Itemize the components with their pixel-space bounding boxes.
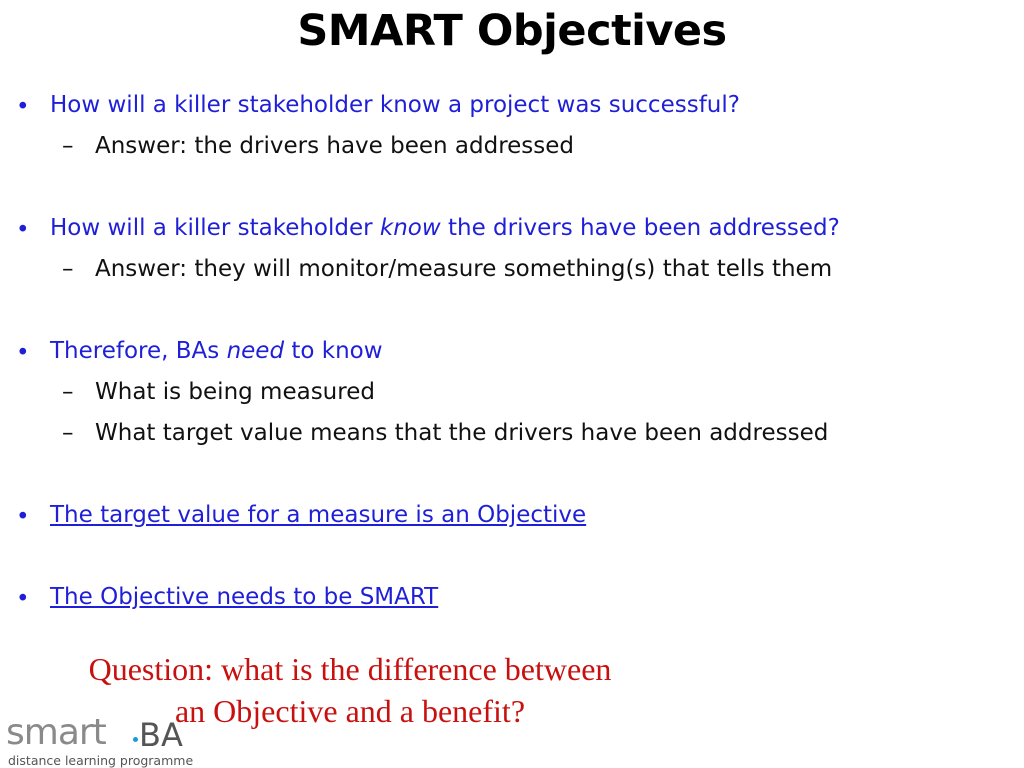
slide-title: SMART Objectives	[297, 6, 727, 56]
bullet-dot: •	[16, 340, 30, 366]
question-line-2: an Objective and a benefit?	[174, 693, 526, 729]
sub-text-3-2: What target value means that the drivers have been addressed	[95, 420, 829, 446]
logo-word: smart	[6, 712, 106, 753]
sub-text-3-1: What is being measured	[95, 379, 375, 405]
dash-marker: –	[62, 133, 74, 159]
smartba-logo	[6, 712, 206, 768]
logo-dot-icon	[133, 737, 138, 742]
logo-suffix: BA	[139, 716, 183, 754]
dash-marker: –	[62, 379, 74, 405]
bullet-text-3-a: Therefore, BAs	[50, 338, 227, 364]
bullet-text-2-a: How will a killer stakeholder	[50, 215, 380, 241]
bullet-dot: •	[16, 586, 30, 612]
bullet-text-2-c: the drivers have been addressed?	[440, 215, 840, 241]
bullet-text-3	[50, 338, 383, 364]
bullet-dot: •	[16, 217, 30, 243]
dash-marker: –	[62, 256, 74, 282]
bullet-text-2-emph: know	[379, 215, 441, 241]
question-line-1: Question: what is the difference between	[88, 651, 612, 687]
bullet-text-2	[50, 215, 840, 241]
sub-text-1-1: Answer: the drivers have been addressed	[95, 133, 575, 159]
objective-link[interactable]: The target value for a measure is an Objective	[50, 502, 587, 528]
sub-text-2-1: Answer: they will monitor/measure something(s) that tells them	[95, 256, 833, 282]
dash-marker: –	[62, 420, 74, 446]
logo-tagline: distance learning programme	[8, 753, 194, 768]
bullet-text-3-c: to know	[284, 338, 383, 364]
bullet-text-1: How will a killer stakeholder know a project was successful?	[50, 92, 740, 118]
smart-link[interactable]: The Objective needs to be SMART	[50, 584, 439, 610]
bullet-dot: •	[16, 94, 30, 120]
bullet-text-3-emph: need	[226, 338, 285, 364]
bullet-dot: •	[16, 504, 30, 530]
